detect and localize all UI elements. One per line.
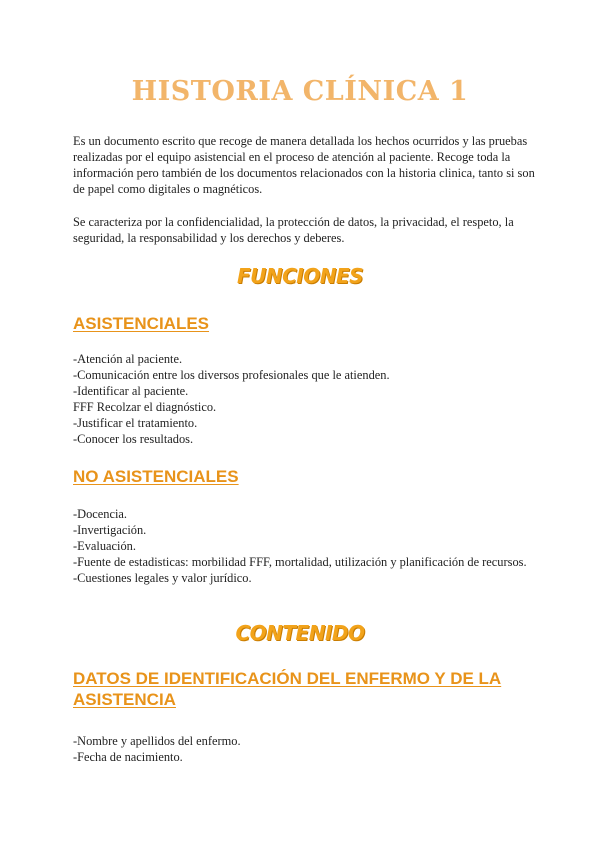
heading-datos-identificacion: DATOS DE IDENTIFICACIÓN DEL ENFERMO Y DE LA ASISTENCIA	[73, 669, 502, 709]
list-item: -Docencia.	[73, 507, 128, 521]
list-item: -Nombre y apellidos del enfermo.	[73, 734, 241, 748]
intro-paragraph-1: Es un documento escrito que recoge de manera detallada los hechos ocurridos y las pruebas realizadas por el equipo asistencial en el proceso de atención al paciente. Recoge toda la información pero también de los documentos relacionados con la historia clinica, tanto si son de papel como digitales o magnéticos.	[73, 134, 535, 196]
list-item: -Atención al paciente.	[73, 352, 183, 366]
list-item: -Cuestiones legales y valor jurídico.	[73, 571, 252, 585]
list-datos-identificacion	[73, 733, 543, 765]
heading-no-asistenciales: NO ASISTENCIALES	[73, 467, 239, 486]
list-item: FFF Recolzar el diagnóstico.	[73, 400, 217, 414]
intro-paragraph-2: Se caracteriza por la confidencialidad, la protección de datos, la privacidad, el respeto, la seguridad, la responsabilidad y los derechos y deberes.	[73, 215, 514, 245]
list-item: -Justificar el tratamiento.	[73, 416, 198, 430]
list-item: -Evaluación.	[73, 539, 136, 553]
list-item: -Invertigación.	[73, 523, 147, 537]
list-item: -Identificar al paciente.	[73, 384, 189, 398]
list-item: -Fuente de estadisticas: morbilidad FFF, mortalidad, utilización y planificación de recursos.	[73, 555, 527, 569]
heading-asistenciales: ASISTENCIALES	[73, 314, 210, 333]
list-asistenciales	[73, 351, 543, 447]
list-item: -Fecha de nacimiento.	[73, 750, 183, 764]
list-item: -Conocer los resultados.	[73, 432, 194, 446]
page-title: HISTORIA CLÍNICA 1	[131, 76, 469, 107]
list-no-asistenciales	[73, 506, 543, 586]
section-title-funciones: FUNCIONES	[236, 264, 364, 288]
section-title-contenido: CONTENIDO	[235, 621, 365, 645]
list-item: -Comunicación entre los diversos profesionales que le atienden.	[73, 368, 390, 382]
